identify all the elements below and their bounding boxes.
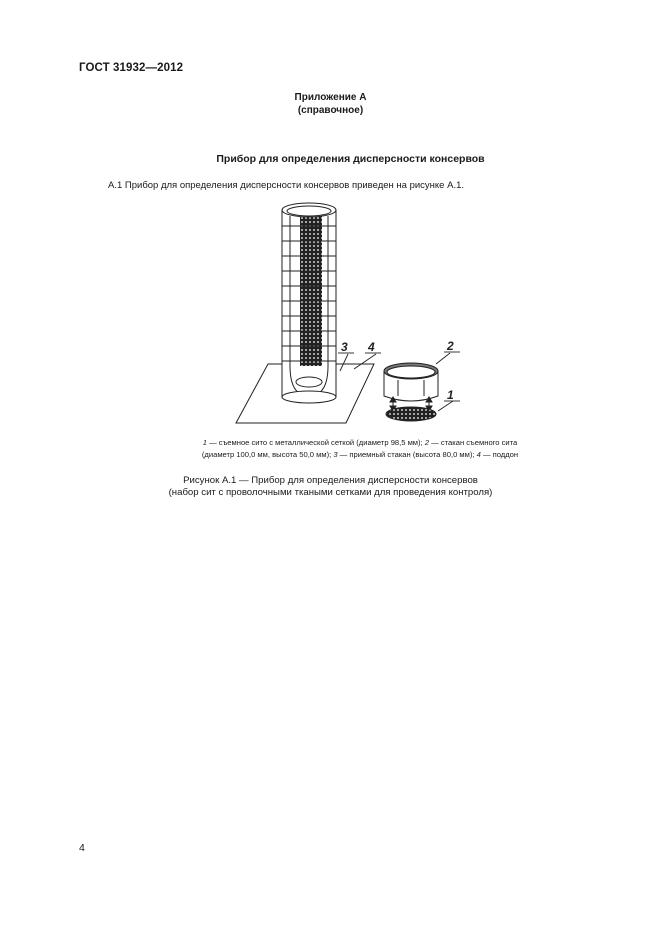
figure-legend: 1 — съемное сито с металлической сеткой (диаметр 98,5 мм); 2 — стакан съемного сита (диаметр 100,0 мм, высота 50,0 мм); 3 — приемный стакан (высота 80,0 мм); 4 — поддон: [201, 438, 519, 459]
part-label-3: 3: [341, 340, 348, 354]
annex-subtitle: (справочное): [297, 105, 364, 116]
section-paragraph: А.1 Прибор для определения дисперсности консервов приведен на рисунке А.1.: [108, 180, 465, 191]
part-label-2: 2: [447, 339, 454, 353]
sieve-stack: [282, 203, 336, 403]
caption-line-1: Рисунок А.1 — Прибор для определения дисперсности консервов: [183, 475, 478, 486]
annex-title: Приложение А: [294, 92, 367, 103]
sieve-apparatus-figure: [228, 196, 468, 432]
document-header: ГОСТ 31932—2012: [79, 62, 184, 74]
caption-line-2: (набор сит с проволочными ткаными сетками для проведения контроля): [168, 487, 493, 498]
part-label-1: 1: [447, 388, 454, 402]
section-title: Прибор для определения дисперсности консервов: [216, 153, 485, 165]
part-label-4: 4: [368, 340, 375, 354]
sieve-cup: [384, 363, 438, 401]
page-number: 4: [79, 842, 85, 854]
mesh-sieve: [386, 407, 436, 421]
figure-caption: [0, 475, 661, 499]
